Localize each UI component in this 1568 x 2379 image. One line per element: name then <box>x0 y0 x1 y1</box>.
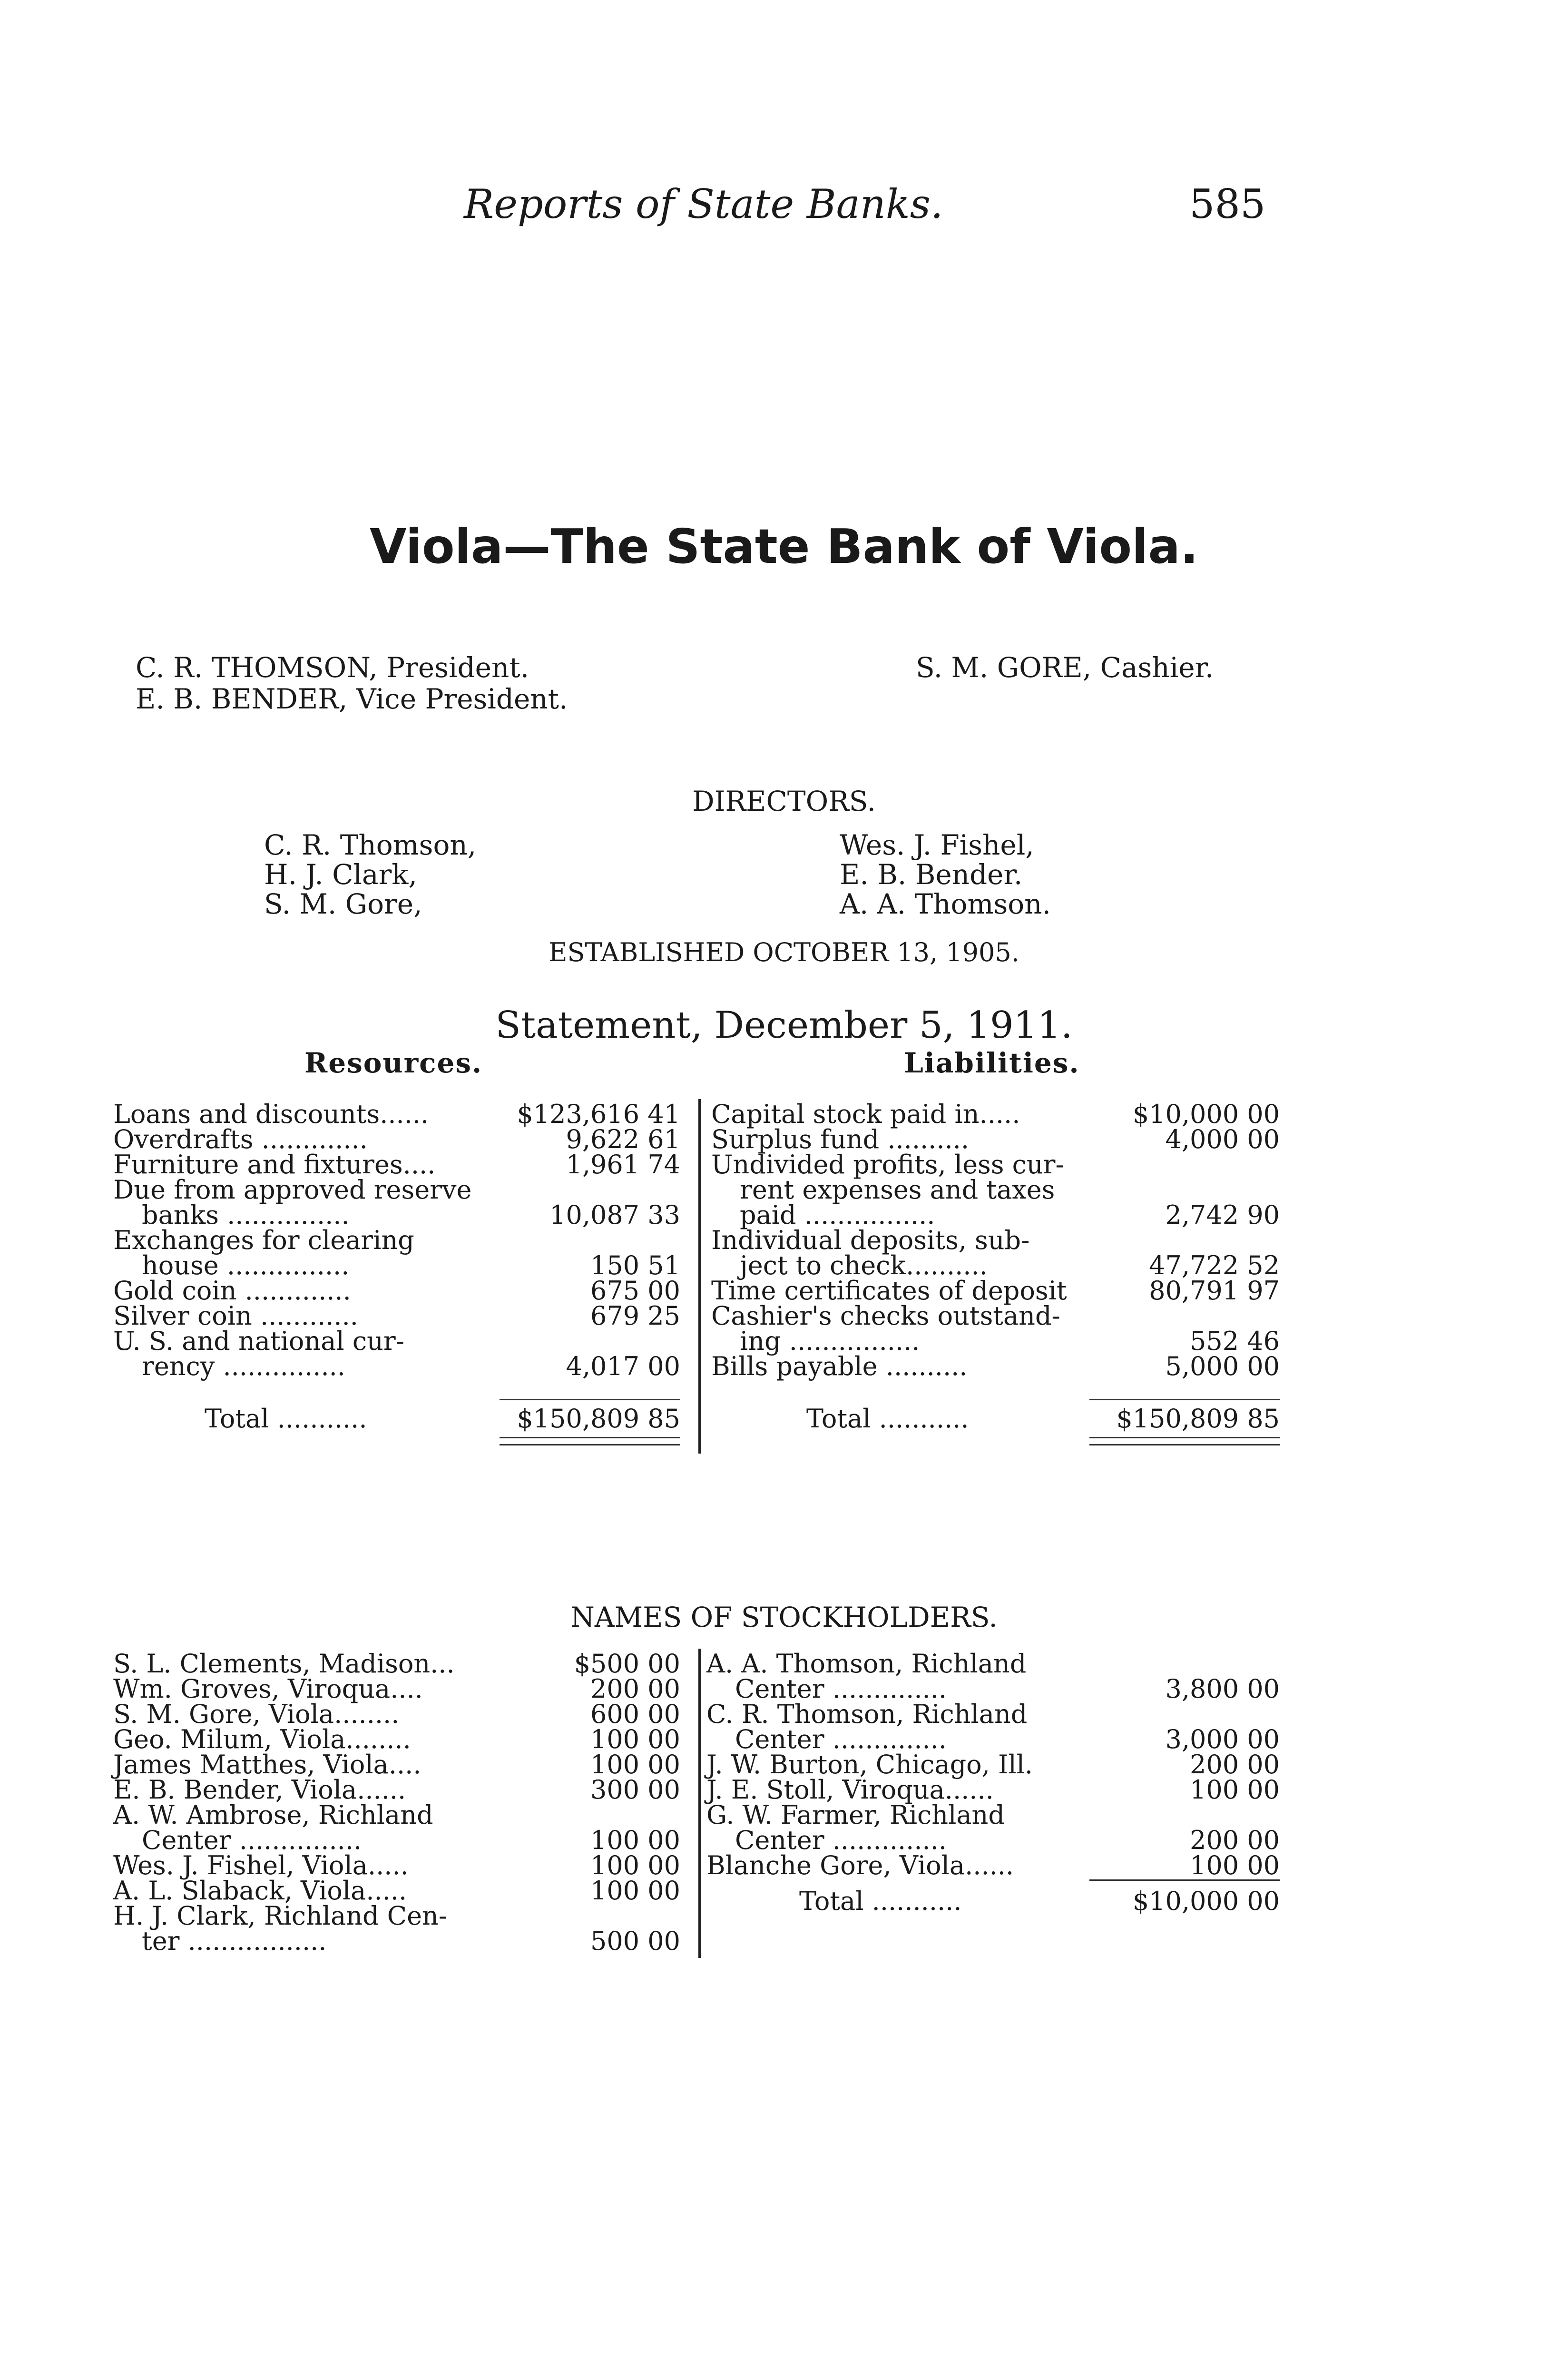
stockholder-amount: 500 00 <box>590 1926 680 1956</box>
directors-left <box>264 830 476 919</box>
director-name: E. B. Bender. <box>840 858 1023 891</box>
stockholder-amount: 100 00 <box>590 1825 680 1855</box>
running-title: Reports of State Banks. <box>464 181 943 227</box>
liabilities-heading: Liabilities. <box>904 1047 1080 1079</box>
stockholder-label: Wes. J. Fishel, Viola..... <box>113 1850 409 1880</box>
resource-label: house ............... <box>142 1250 350 1280</box>
stockholder-amount: 100 00 <box>590 1724 680 1754</box>
liability-label: Cashier's checks outstand- <box>711 1301 1060 1331</box>
stockholder-label: S. L. Clements, Madison... <box>113 1649 455 1679</box>
resource-amount: 10,087 33 <box>549 1200 680 1230</box>
total-label: Total ........... <box>806 1404 969 1434</box>
liability-label: paid ................ <box>740 1200 935 1230</box>
stockholder-amount: 3,800 00 <box>1165 1674 1280 1704</box>
stockholder-label: A. W. Ambrose, Richland <box>113 1800 433 1830</box>
stockholder-amount: 100 00 <box>1190 1775 1280 1805</box>
resource-amount: 679 25 <box>590 1301 680 1331</box>
liability-label: Bills payable .......... <box>711 1351 968 1381</box>
stockholder-label: Center ............... <box>142 1825 362 1855</box>
total-amount: $150,809 85 <box>1116 1404 1280 1434</box>
liability-amount: 2,742 90 <box>1165 1200 1280 1230</box>
directors-heading: DIRECTORS. <box>692 785 876 817</box>
resource-label: Due from approved reserve <box>113 1175 472 1205</box>
stockholder-label: James Matthes, Viola.... <box>113 1750 421 1779</box>
stockholder-label: Center .............. <box>735 1674 947 1704</box>
liability-label: Individual deposits, sub- <box>711 1225 1030 1255</box>
resource-amount: 9,622 61 <box>566 1124 680 1154</box>
statement-column-rule <box>698 1099 701 1454</box>
director-name: S. M. Gore, <box>264 888 422 920</box>
liability-label: ject to check.......... <box>740 1250 988 1280</box>
stockholder-label: Geo. Milum, Viola........ <box>113 1724 411 1754</box>
liability-label: Undivided profits, less cur- <box>711 1150 1064 1180</box>
officer-president: C. R. THOMSON, President. <box>136 651 529 684</box>
stockholder-amount: 100 00 <box>590 1850 680 1880</box>
total-double-rule <box>500 1437 680 1445</box>
stockholders-total-amount: $10,000 00 <box>1132 1886 1280 1916</box>
stockholders-column-rule <box>698 1649 701 1958</box>
liability-amount: 5,000 00 <box>1165 1351 1280 1381</box>
stockholder-amount: 100 00 <box>590 1876 680 1906</box>
liability-label: Capital stock paid in..... <box>711 1099 1020 1129</box>
resource-amount: $123,616 41 <box>517 1099 680 1129</box>
resource-label: Gold coin ............. <box>113 1276 351 1306</box>
resource-label: Silver coin ............ <box>113 1301 358 1331</box>
stockholder-label: E. B. Bender, Viola...... <box>113 1775 406 1805</box>
stockholder-amount: 600 00 <box>590 1699 680 1729</box>
stockholder-label: G. W. Farmer, Richland <box>706 1800 1005 1830</box>
liability-amount: $10,000 00 <box>1132 1099 1280 1129</box>
stockholder-amount: $500 00 <box>574 1649 680 1679</box>
stockholder-label: S. M. Gore, Viola........ <box>113 1699 400 1729</box>
stockholder-label: H. J. Clark, Richland Cen- <box>113 1901 448 1931</box>
resources-heading: Resources. <box>304 1047 483 1079</box>
stockholder-label: C. R. Thomson, Richland <box>706 1699 1028 1729</box>
total-rule-above <box>500 1399 680 1400</box>
resource-amount: 1,961 74 <box>566 1150 680 1180</box>
page-number: 585 <box>1189 181 1266 227</box>
resource-label: Overdrafts ............. <box>113 1124 368 1154</box>
stockholder-label: ter ................. <box>142 1926 327 1956</box>
director-name: Wes. J. Fishel, <box>840 829 1034 861</box>
liability-amount: 552 46 <box>1190 1326 1280 1356</box>
stockholder-amount: 100 00 <box>1190 1850 1280 1880</box>
liability-label: Time certificates of deposit <box>711 1276 1067 1306</box>
stockholders-total-rule <box>1089 1879 1280 1881</box>
stockholder-label: Center .............. <box>735 1825 947 1855</box>
stockholder-label: Center .............. <box>735 1724 947 1754</box>
stockholder-amount: 200 00 <box>1190 1750 1280 1779</box>
stockholders-heading: NAMES OF STOCKHOLDERS. <box>570 1601 998 1633</box>
total-double-rule <box>1089 1437 1280 1445</box>
stockholders-total-label: Total ........... <box>799 1886 962 1916</box>
resource-amount: 4,017 00 <box>566 1351 680 1381</box>
liability-label: rent expenses and taxes <box>740 1175 1055 1205</box>
total-label: Total ........... <box>205 1404 367 1434</box>
total-amount: $150,809 85 <box>517 1404 680 1434</box>
statement-title: Statement, December 5, 1911. <box>495 1004 1073 1047</box>
officers-left <box>136 652 568 715</box>
stockholder-amount: 100 00 <box>590 1750 680 1779</box>
directors-right <box>840 830 1051 919</box>
stockholder-amount: 200 00 <box>1190 1825 1280 1855</box>
total-rule-above <box>1089 1399 1280 1400</box>
resource-label: banks ............... <box>142 1200 350 1230</box>
stockholder-label: J. W. Burton, Chicago, Ill. <box>706 1750 1033 1779</box>
liability-label: ing ................ <box>740 1326 920 1356</box>
stockholder-amount: 300 00 <box>590 1775 680 1805</box>
liability-amount: 47,722 52 <box>1149 1250 1280 1280</box>
stockholder-label: A. L. Slaback, Viola..... <box>113 1876 407 1906</box>
liability-label: Surplus fund .......... <box>711 1124 970 1154</box>
officer-vice-president: E. B. BENDER, Vice President. <box>136 683 568 715</box>
stockholder-amount: 3,000 00 <box>1165 1724 1280 1754</box>
established-line: ESTABLISHED OCTOBER 13, 1905. <box>549 937 1019 967</box>
liability-amount: 4,000 00 <box>1165 1124 1280 1154</box>
stockholder-label: J. E. Stoll, Viroqua...... <box>706 1775 994 1805</box>
stockholder-label: Wm. Groves, Viroqua.... <box>113 1674 423 1704</box>
resource-label: Furniture and fixtures.... <box>113 1150 436 1180</box>
resource-label: Exchanges for clearing <box>113 1225 414 1255</box>
resource-amount: 150 51 <box>590 1250 680 1280</box>
officer-cashier: S. M. GORE, Cashier. <box>916 651 1214 684</box>
bank-title: Viola—The State Bank of Viola. <box>370 519 1198 574</box>
stockholder-label: A. A. Thomson, Richland <box>706 1649 1027 1679</box>
resource-label: Loans and discounts...... <box>113 1099 429 1129</box>
director-name: C. R. Thomson, <box>264 829 477 861</box>
director-name: A. A. Thomson. <box>840 888 1051 920</box>
stockholder-label: Blanche Gore, Viola...... <box>706 1850 1014 1880</box>
resource-amount: 675 00 <box>590 1276 680 1306</box>
director-name: H. J. Clark, <box>264 858 417 891</box>
resource-label: rency ............... <box>142 1351 345 1381</box>
resource-label: U. S. and national cur- <box>113 1326 404 1356</box>
stockholder-amount: 200 00 <box>590 1674 680 1704</box>
liability-amount: 80,791 97 <box>1149 1276 1280 1306</box>
